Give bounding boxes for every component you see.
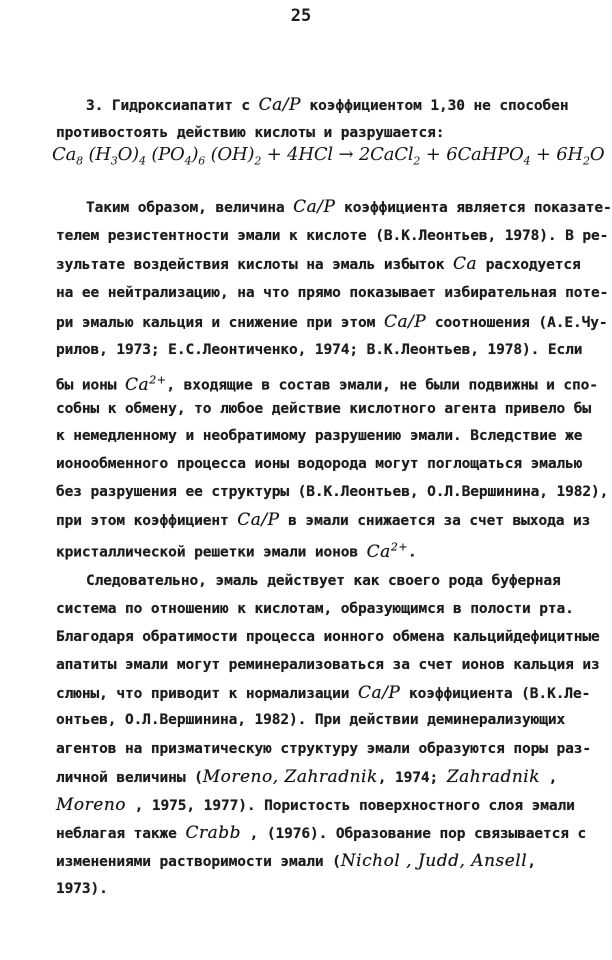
page-number: 25 — [290, 6, 312, 26]
text-line: к немедленному и необратимому разрушению эмали. Вследствие же — [56, 428, 583, 444]
handwritten-insert: Nichol , Judd, Ansell — [340, 851, 528, 871]
text-line: ионообменного процесса ионы водорода могут поглощаться эмалью — [56, 456, 583, 472]
text-line: бы ионы $Ca^{2+}$, входящие в состав эмали, не были подвижны и спо- — [56, 373, 598, 395]
text-line: слюны, что приводит к нормализации Ca/P коэффициента (В.К.Ле- — [56, 683, 591, 703]
handwritten-insert: Zahradnik — [446, 767, 541, 787]
text-line: на ее нейтрализацию, на что прямо показывает избирательная поте- — [56, 285, 609, 301]
handwritten-insert: Ca — [452, 254, 478, 274]
text-line: Благодаря обратимости процесса ионного обмена кальцийдефицитные — [56, 629, 600, 645]
handwritten-insert: Moreno, Zahradnik — [202, 767, 378, 787]
text-line: ри эмалью кальция и снижение при этом Ca/P соотношения (А.Е.Чу- — [56, 312, 608, 332]
text-line: противостоять действию кислоты и разрушается: — [56, 125, 445, 141]
handwritten-insert: $Ca^{2+}$ — [125, 373, 167, 395]
handwritten-insert: Ca/P — [383, 312, 427, 332]
text-line: агентов на призматическую структуру эмали образуются поры раз- — [56, 741, 592, 757]
handwritten-insert: Ca/P — [237, 510, 280, 530]
text-line: Moreno , 1975, 1977). Пористость поверхностного слоя эмали — [56, 795, 575, 815]
handwritten-insert: Ca/P — [358, 683, 401, 703]
text-line: зультате воздействия кислоты на эмаль избыток Ca расходуется — [56, 254, 581, 274]
text-line: Следовательно, эмаль действует как своего рода буферная — [86, 573, 561, 589]
handwritten-insert: Moreno — [56, 795, 127, 815]
handwritten-insert: Ca/P — [258, 95, 301, 115]
handwritten-insert: Ca/P — [293, 197, 336, 217]
text-line: кристаллической решетки эмали ионов $Ca^{2+}$. — [56, 540, 417, 562]
chemical-formula: $Ca_8$ $(H_3O)_4$ $(PO_4)_6$ $(OH)_2 + 4HCl$ → 2CaCl$_2$ + 6CaHPO$_4$ + $6H_2O$ — [52, 144, 605, 168]
text-line: онтьев, О.Л.Вершинина, 1982). При действии деминерализующих — [56, 712, 566, 728]
text-line: при этом коэффициент Ca/P в эмали снижается за счет выхода из — [56, 510, 591, 530]
text-line: изменениями растворимости эмали (Nichol , Judd, Ansell, — [56, 851, 536, 871]
text-line: личной величины (Moreno, Zahradnik, 1974; Zahradnik , — [56, 767, 558, 787]
text-line: без разрушения ее структуры (В.К.Леонтьев, О.Л.Вершинина, 1982), — [56, 484, 609, 500]
text-line: 1973). — [56, 881, 108, 897]
text-line: апатиты эмали могут реминерализоваться за счет ионов кальция из — [56, 657, 600, 673]
text-line: рилов, 1973; Е.С.Леонтиченко, 1974; В.К.Леонтьев, 1978). Если — [56, 342, 583, 358]
text-line: Таким образом, величина Ca/P коэффициента является показате- — [86, 197, 612, 217]
text-line: система по отношению к кислотам, образующимся в полости рта. — [56, 601, 574, 617]
text-line: телем резистентности эмали к кислоте (В.К.Леонтьев, 1978). В ре- — [56, 228, 609, 244]
handwritten-insert: $Ca^{2+}$ — [366, 540, 409, 562]
text-line: неблагая также Crabb , (1976). Образование пор связывается с — [56, 823, 587, 843]
text-line: собны к обмену, то любое действие кислотного агента привело бы — [56, 401, 592, 417]
handwritten-insert: Crabb — [185, 823, 241, 843]
text-line: 3. Гидроксиапатит с Ca/P коэффициентом 1,30 не способен — [86, 95, 569, 115]
